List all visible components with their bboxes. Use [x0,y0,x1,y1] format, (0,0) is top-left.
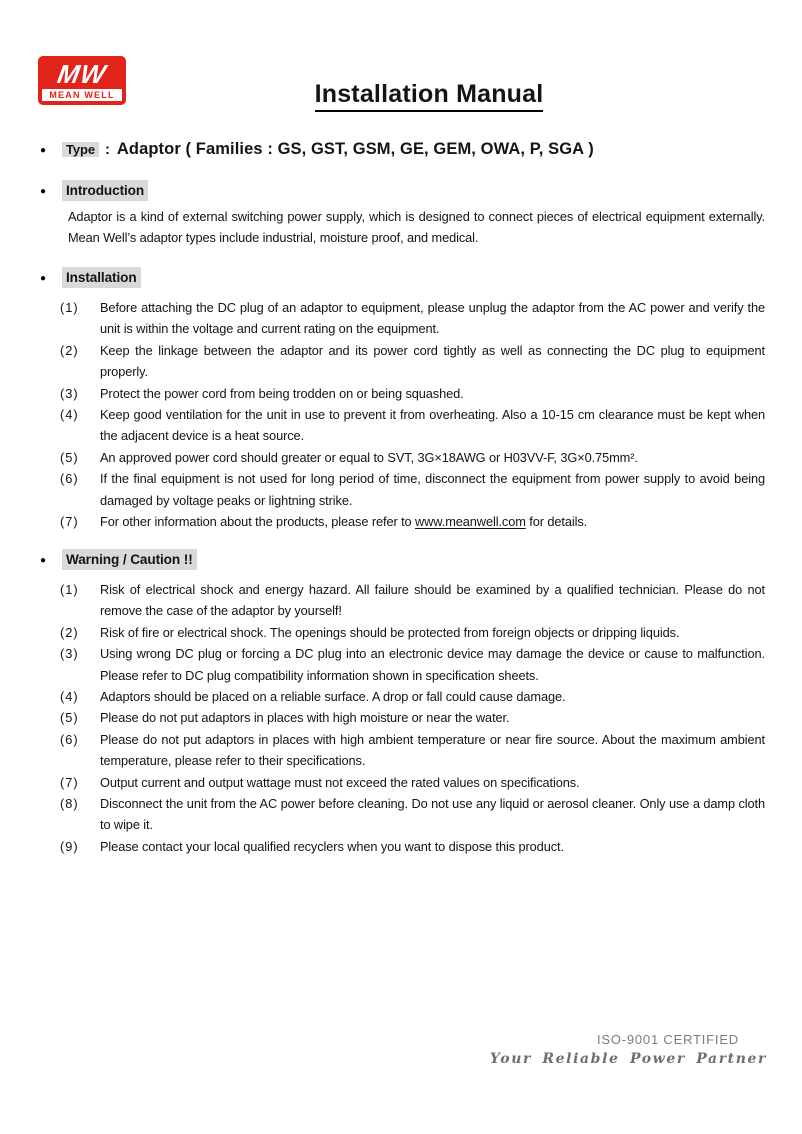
introduction-heading-row [40,180,765,203]
list-item [60,772,765,793]
section-introduction [40,180,765,248]
item-number: (2) [60,342,79,358]
item-number: (6) [60,731,79,747]
item-number: (8) [60,795,79,811]
item-text: Keep good ventilation for the unit in use to prevent it from overheating. Also a 10-15 cm clearance must be kept when the adjacent device is a heat source. [100,407,765,444]
type-label: Type [62,142,99,157]
item-text: Protect the power cord from being trodden on or being squashed. [100,385,464,401]
logo-wordmark: MEAN WELL [42,89,122,101]
list-item [60,707,765,728]
bullet-icon: ● [40,554,46,566]
list-item [60,793,765,836]
item-number: (4) [60,407,79,423]
iso-certification-text: ISO-9001 CERTIFIED [596,1032,739,1047]
item-number: (5) [60,710,79,726]
item-number: (6) [60,471,79,487]
item-number: (1) [60,581,79,597]
list-item [60,622,765,643]
footer [490,1031,767,1069]
section-heading-installation: Installation [62,267,141,288]
item-text: Please do not put adaptors in places with high ambient temperature or near fire source. About the maximum ambient temperature, please refer to their specifications. [100,731,765,769]
item-number: (7) [60,774,79,790]
item-text: Keep the linkage between the adaptor and its power cord tightly as well as connecting the DC plug to equipment properly. [100,342,765,380]
logo-monogram: MW [55,59,109,89]
item-text: Using wrong DC plug or forcing a DC plug into an electronic device may damage the device or cause to malfunction. Please refer to DC plug compatibility information shown in specification sheets. [100,646,765,683]
item-number: (9) [60,838,79,854]
section-heading-warning: Warning / Caution !! [62,549,197,570]
footer-slogan: Your Reliable Power Partner [489,1051,767,1067]
section-warning [40,549,765,858]
list-item [60,836,765,857]
item-number: (3) [60,385,79,401]
item-text: Please contact your local qualified recyclers when you want to dispose this product. [100,838,564,854]
list-item [60,447,765,468]
list-item [60,404,765,447]
list-item [60,686,765,707]
type-value: Adaptor ( Families : GS, GST, GSM, GE, GEM, OWA, P, SGA ) [116,140,594,158]
list-item [60,383,765,404]
installation-heading-row [40,267,765,290]
page-title: Installation Manual [315,80,544,112]
item-text: Output current and output wattage must not exceed the rated values on specifications. [100,774,580,790]
item-text: If the final equipment is not used for long period of time, disconnect the equipment from power supply to avoid being damaged by voltage peaks or lightning strike. [100,471,765,508]
list-item [60,468,765,511]
item-number: (7) [60,514,79,530]
list-item [60,643,765,686]
item-text: Before attaching the DC plug of an adaptor to equipment, please unplug the adaptor from the AC power and verify the unit is within the voltage and current rating on the equipment. [100,300,765,337]
item-text-before: For other information about the products, please refer to [100,514,416,530]
item-number: (2) [60,624,79,640]
installation-items [60,297,765,532]
list-item [60,729,765,772]
list-item [60,579,765,622]
item-number: (4) [60,688,79,704]
list-item [60,297,765,340]
document-content [40,136,765,857]
list-item [60,340,765,383]
section-installation [40,267,765,533]
bullet-icon: ● [40,272,46,284]
item-number: (3) [60,646,79,662]
warning-items [60,579,765,857]
item-text: Risk of electrical shock and energy hazard. All failure should be examined by a qualified technician. Please do not remove the case of the adaptor by yourself! [100,581,765,619]
item-text-after: for details. [525,514,588,530]
section-heading-introduction: Introduction [62,180,148,201]
item-text: An approved power cord should greater or equal to SVT, 3G×18AWG or H03VV-F, 3G×0.75mm². [100,449,638,465]
warning-heading-row [40,549,765,572]
bullet-icon: ● [40,186,46,198]
bullet-icon: ● [40,145,46,156]
type-line [40,136,765,162]
item-number: (5) [60,449,79,465]
item-number: (1) [60,300,79,316]
item-text: Adaptors should be placed on a reliable surface. A drop or fall could cause damage. [100,688,566,704]
item-text: Please do not put adaptors in places with high moisture or near the water. [100,710,510,726]
item-text [100,511,765,532]
title-area [96,80,762,112]
item-text: Risk of fire or electrical shock. The openings should be protected from foreign objects or dripping liquids. [100,624,680,640]
meanwell-link[interactable]: www.meanwell.com [415,514,526,530]
item-text: Disconnect the unit from the AC power before cleaning. Do not use any liquid or aerosol cleaner. Only use a damp cloth to wipe it. [100,795,765,833]
type-separator: : [104,141,110,158]
introduction-body: Adaptor is a kind of external switching power supply, which is designed to connect pieces of electrical equipment externally. Mean Well’s adaptor types include industrial, moisture proof, and medical. [68,208,765,246]
list-item [60,511,765,532]
